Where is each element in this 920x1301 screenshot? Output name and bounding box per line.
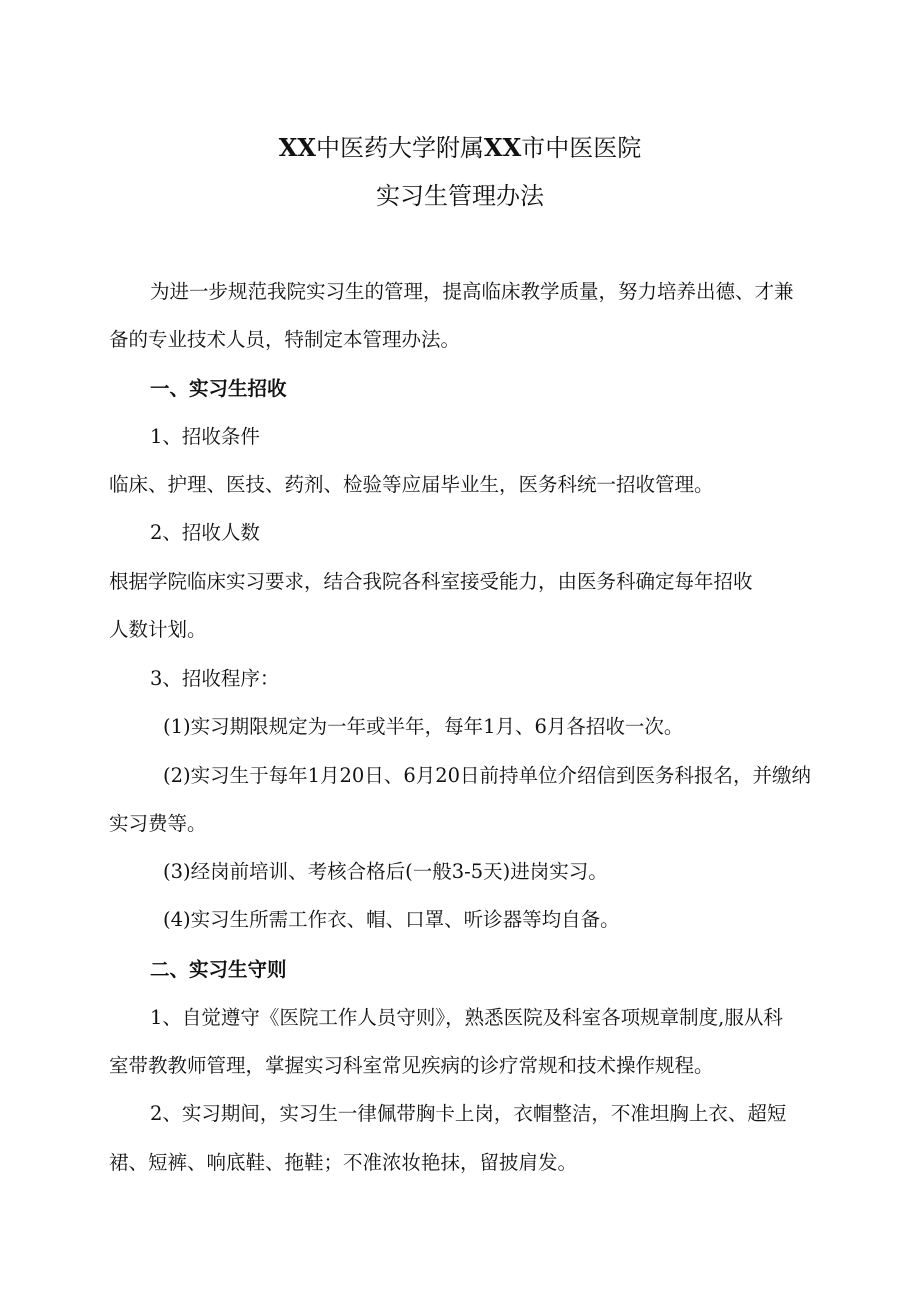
- section1-step2-2: 实习费等。: [109, 812, 207, 835]
- section2-rule2-2: 裙、短裤、响底鞋、拖鞋；不准浓妆艳抹，留披肩发。: [109, 1151, 578, 1174]
- section2-heading: 二、实习生守则: [150, 958, 287, 981]
- section1-step3: (3)经岗前培训、考核合格后(一般3-5天)进岗实习。: [163, 860, 608, 883]
- document-title-line2: 实习生管理办法: [376, 182, 544, 210]
- title-university: 中医药大学附属: [316, 134, 484, 162]
- intro-line-1: 为进一步规范我院实习生的管理，提高临床教学质量，努力培养出德、才兼: [150, 280, 794, 303]
- section1-item1-title: 1、招收条件: [150, 425, 260, 448]
- title-xx-city: XX: [484, 133, 522, 162]
- section1-item2-title: 2、招收人数: [150, 521, 260, 544]
- section2-rule2-1: 2、实习期间，实习生一律佩带胸卡上岗，衣帽整洁，不准坦胸上衣、超短: [150, 1102, 787, 1125]
- document-title-line1: [0, 133, 920, 163]
- section1-item1-body: 临床、护理、医技、药剂、检验等应届毕业生，医务科统一招收管理。: [109, 473, 714, 496]
- section2-rule1-1: 1、自觉遵守《医院工作人员守则》，熟悉医院及科室各项规章制度,服从科: [150, 1006, 783, 1029]
- section1-heading: 一、实习生招收: [150, 377, 287, 400]
- section1-item3-title: 3、招收程序：: [150, 667, 280, 690]
- intro-line-2: 备的专业技术人员，特制定本管理办法。: [109, 328, 461, 351]
- section1-step4: (4)实习生所需工作衣、帽、口罩、听诊器等均自备。: [163, 908, 620, 931]
- section1-step1: (1)实习期限规定为一年或半年，每年1月、6月各招收一次。: [163, 715, 684, 738]
- section1-item2-body-1: 根据学院临床实习要求，结合我院各科室接受能力，由医务科确定每年招收: [109, 570, 753, 593]
- title-xx-prefix: XX: [278, 133, 316, 162]
- section1-step2-1: (2)实习生于每年1月20日、6月20日前持单位介绍信到医务科报名，并缴纳: [163, 764, 812, 787]
- title-hospital: 市中医医院: [521, 134, 642, 162]
- section1-item2-body-2: 人数计划。: [109, 618, 207, 641]
- section2-rule1-2: 室带教教师管理，掌握实习科室常见疾病的诊疗常规和技术操作规程。: [109, 1054, 714, 1077]
